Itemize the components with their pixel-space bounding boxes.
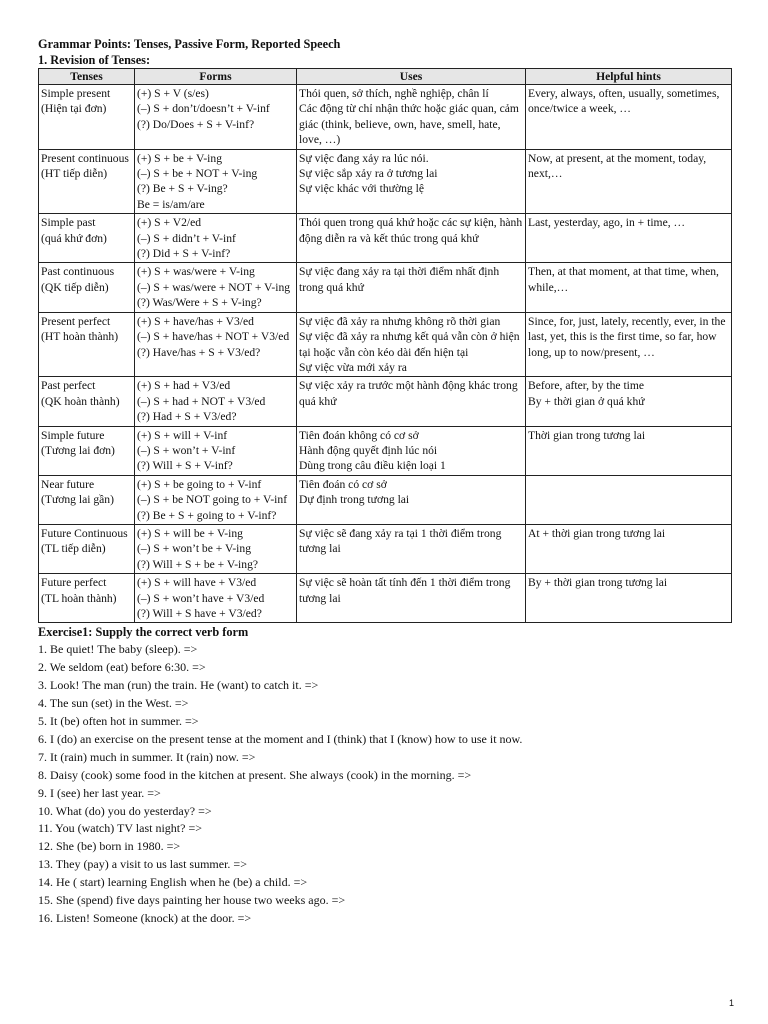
tense-cell-line: (TL hoàn thành)	[41, 591, 117, 605]
uses-cell-line: Dự định trong tương lai	[299, 493, 410, 507]
hints-cell	[526, 85, 732, 150]
tense-cell	[39, 426, 135, 475]
hints-cell	[526, 312, 732, 377]
exercise-item: 11. You (watch) TV last night? =>	[38, 821, 202, 836]
uses-cell-line: Sự việc vừa mới xảy ra	[299, 360, 407, 374]
forms-cell-line: (?) Will + S have + V3/ed?	[137, 607, 262, 620]
uses-cell-line: Sự việc đang xảy ra lúc nói.	[299, 151, 429, 165]
forms-cell-line: (?) Be + S + going to + V-inf?	[137, 508, 277, 522]
hints-cell	[526, 149, 732, 214]
table-row	[39, 263, 732, 312]
uses-cell-line: Thói quen trong quá khứ hoặc các sự kiện, hành động diễn ra và kết thúc trong quá khứ	[299, 216, 523, 245]
tense-cell-line: Present perfect	[41, 314, 111, 328]
uses-cell-line: Thói quen, sở thích, nghề nghiệp, chân lí	[299, 87, 489, 100]
forms-cell-line: (?) Will + S + be + V-ing?	[137, 557, 259, 571]
table-row	[39, 574, 732, 623]
forms-cell-line: (–) S + had + NOT + V3/ed	[137, 394, 266, 408]
uses-cell	[297, 475, 526, 524]
tense-cell	[39, 149, 135, 214]
uses-cell-line: Sự việc đã xảy ra nhưng kết quả vẫn còn ở hiện tại hoặc vẫn còn kéo dài đến hiện tại	[299, 330, 520, 359]
forms-cell-line: (–) S + be NOT going to + V-inf	[137, 493, 288, 507]
forms-cell-line: (–) S + have/has + NOT + V3/ed	[137, 330, 290, 344]
section-title: 1. Revision of Tenses:	[38, 53, 151, 67]
hints-cell-line: Every, always, often, usually, sometimes, once/twice a week, …	[528, 87, 720, 116]
tense-cell-line: (QK hoàn thành)	[41, 394, 120, 408]
tense-cell-line: Future perfect	[41, 576, 107, 590]
forms-cell	[135, 149, 297, 214]
tense-cell-line: (quá khứ đơn)	[41, 231, 107, 245]
forms-cell-line: (?) Be + S + V-ing?	[137, 182, 228, 196]
tense-cell-line: Near future	[41, 477, 95, 491]
forms-cell-line: (+) S + V (s/es)	[137, 87, 209, 100]
table-row	[39, 312, 732, 377]
table-row	[39, 475, 732, 524]
tense-cell	[39, 574, 135, 623]
hints-cell-line: Thời gian trong tương lai	[528, 428, 646, 442]
hints-cell-line: Since, for, just, lately, recently, ever, in the last, yet, this is the first time, so far, how long, up to now/present, …	[528, 314, 726, 359]
forms-cell-line: (+) S + be going to + V-inf	[137, 477, 262, 491]
forms-cell-line: (+) S + was/were + V-ing	[137, 265, 255, 279]
forms-cell-line: (+) S + be + V-ing	[137, 151, 222, 165]
forms-cell-line: (?) Will + S + V-inf?	[137, 459, 233, 473]
hints-cell	[526, 377, 732, 426]
forms-cell-line: (–) S + won’t + V-inf	[137, 443, 236, 457]
uses-cell	[297, 377, 526, 426]
forms-cell	[135, 377, 297, 426]
exercise-item: 10. What (do) you do yesterday? =>	[38, 803, 212, 818]
header-hints: Helpful hints	[526, 69, 732, 85]
uses-cell-line: Sự việc đang xảy ra tại thời điểm nhất định trong quá khứ	[299, 265, 500, 294]
table-row	[39, 524, 732, 573]
tense-cell-line: (TL tiếp diễn)	[41, 542, 106, 556]
tense-cell-line: Future Continuous	[41, 526, 128, 540]
forms-cell	[135, 426, 297, 475]
tense-cell-line: (QK tiếp diễn)	[41, 280, 109, 294]
uses-cell-line: Sự việc xảy ra trước một hành động khác trong quá khứ	[299, 379, 518, 408]
hints-cell-line: At + thời gian trong tương lai	[528, 526, 666, 540]
tense-cell-line: (HT hoàn thành)	[41, 330, 119, 344]
exercise-item: 12. She (be) born in 1980. =>	[38, 839, 181, 854]
tense-cell-line: (Hiện tại đơn)	[41, 102, 107, 116]
header-tenses: Tenses	[39, 69, 135, 85]
tense-cell-line: (Tương lai gần)	[41, 493, 114, 507]
uses-cell-line: Tiên đoán không có cơ sở	[299, 428, 419, 442]
table-row	[39, 149, 732, 214]
forms-cell	[135, 214, 297, 263]
table-row	[39, 214, 732, 263]
exercise-item: 5. It (be) often hot in summer. =>	[38, 714, 199, 729]
tense-cell-line: Simple future	[41, 428, 105, 442]
header-uses: Uses	[297, 69, 526, 85]
header-forms: Forms	[135, 69, 297, 85]
forms-cell-line: (+) S + have/has + V3/ed	[137, 314, 254, 328]
hints-cell-line: By + thời gian ở quá khứ	[528, 394, 645, 408]
hints-cell	[526, 574, 732, 623]
forms-cell-line: (?) Had + S + V3/ed?	[137, 410, 237, 424]
uses-cell	[297, 524, 526, 573]
tense-cell-line: Simple past	[41, 216, 96, 230]
forms-cell-line: (?) Was/Were + S + V-ing?	[137, 296, 262, 310]
uses-cell	[297, 574, 526, 623]
tense-cell-line: Simple present	[41, 87, 111, 100]
tense-cell-line: (Tương lai đơn)	[41, 443, 115, 457]
uses-cell	[297, 214, 526, 263]
uses-cell	[297, 85, 526, 150]
forms-cell-line: Be = is/am/are	[137, 197, 205, 211]
table-header-row	[39, 69, 732, 85]
forms-cell-line: (+) S + will have + V3/ed	[137, 576, 257, 590]
uses-cell	[297, 426, 526, 475]
exercise-item: 9. I (see) her last year. =>	[38, 785, 161, 800]
exercise-item: 6. I (do) an exercise on the present tense at the moment and I (think) that I (know) how to use it now.	[38, 731, 523, 746]
forms-cell	[135, 574, 297, 623]
page-number: 1	[728, 998, 734, 1008]
forms-cell-line: (–) S + be + NOT + V-ing	[137, 167, 258, 181]
uses-cell-line: Sự việc sắp xảy ra ở tương lai	[299, 167, 438, 181]
exercise-item: 8. Daisy (cook) some food in the kitchen at present. She always (cook) in the morning. =>	[38, 767, 472, 782]
forms-cell-line: (–) S + was/were + NOT + V-ing	[137, 280, 291, 294]
uses-cell-line: Sự việc khác với thường lệ	[299, 182, 424, 196]
hints-cell	[526, 426, 732, 475]
uses-cell-line: Dùng trong câu điều kiện loại 1	[299, 459, 446, 473]
tenses-table-body	[39, 85, 732, 623]
hints-cell	[526, 214, 732, 263]
exercise-title: Exercise1: Supply the correct verb form	[38, 625, 249, 640]
tense-cell-line: Past continuous	[41, 265, 115, 279]
forms-cell	[135, 475, 297, 524]
forms-cell-line: (+) S + will + V-inf	[137, 428, 228, 442]
table-row	[39, 426, 732, 475]
exercise-item: 1. Be quiet! The baby (sleep). =>	[38, 642, 198, 657]
forms-cell-line: (–) S + don’t/doesn’t + V-inf	[137, 102, 270, 116]
forms-cell-line: (?) Have/has + S + V3/ed?	[137, 345, 261, 359]
forms-cell-line: (+) S + had + V3/ed	[137, 379, 231, 393]
forms-cell-line: (+) S + will be + V-ing	[137, 526, 243, 540]
table-row	[39, 377, 732, 426]
tense-cell	[39, 263, 135, 312]
exercise-item: 13. They (pay) a visit to us last summer. =>	[38, 857, 247, 872]
uses-cell-line: Sự việc sẽ đang xảy ra tại 1 thời điểm trong tương lai	[299, 526, 502, 556]
uses-cell	[297, 263, 526, 312]
forms-cell	[135, 524, 297, 573]
forms-cell-line: (?) Do/Does + S + V-inf?	[137, 117, 255, 131]
table-row	[39, 85, 732, 150]
forms-cell-line: (+) S + V2/ed	[137, 216, 202, 230]
uses-cell-line: Các động từ chỉ nhận thức hoặc giác quan, cảm giác (think, believe, own, have, smell, hate, love, …)	[299, 102, 519, 147]
hints-cell-line: By + thời gian trong tương lai	[528, 576, 668, 590]
hints-cell-line: Last, yesterday, ago, in + time, …	[528, 216, 686, 230]
tense-cell	[39, 475, 135, 524]
exercise-item: 4. The sun (set) in the West. =>	[38, 696, 189, 711]
exercise-item: 15. She (spend) five days painting her house two weeks ago. =>	[38, 893, 346, 908]
hints-cell-line: Now, at present, at the moment, today, next,…	[528, 151, 707, 181]
uses-cell-line: Sự việc sẽ hoàn tất tính đến 1 thời điểm trong tương lai	[299, 576, 511, 605]
uses-cell	[297, 312, 526, 377]
forms-cell-line: (–) S + won’t have + V3/ed	[137, 591, 265, 605]
tense-cell-line: Past perfect	[41, 379, 96, 393]
exercise-item: 16. Listen! Someone (knock) at the door. =>	[38, 911, 252, 925]
hints-cell	[526, 524, 732, 573]
uses-cell-line: Tiên đoán có cơ sở	[299, 477, 387, 491]
exercise-item: 2. We seldom (eat) before 6:30. =>	[38, 660, 206, 675]
hints-cell-line: Then, at that moment, at that time, when, while,…	[528, 265, 719, 294]
forms-cell	[135, 263, 297, 312]
exercise-item: 3. Look! The man (run) the train. He (want) to catch it. =>	[38, 678, 319, 693]
forms-cell-line: (–) S + won’t be + V-ing	[137, 542, 251, 556]
document-page	[38, 36, 731, 928]
forms-cell	[135, 312, 297, 377]
uses-cell-line: Sự việc đã xảy ra nhưng không rõ thời gian	[299, 314, 501, 328]
exercise-item: 7. It (rain) much in summer. It (rain) now. =>	[38, 749, 256, 764]
tense-cell	[39, 524, 135, 573]
hints-cell	[526, 263, 732, 312]
tenses-table	[38, 68, 732, 623]
hints-cell	[526, 475, 732, 524]
tense-cell	[39, 214, 135, 263]
tense-cell	[39, 377, 135, 426]
forms-cell	[135, 85, 297, 150]
document-title: Grammar Points: Tenses, Passive Form, Reported Speech	[38, 37, 341, 51]
uses-cell-line: Hành động quyết định lúc nói	[299, 443, 438, 457]
uses-cell	[297, 149, 526, 214]
forms-cell-line: (?) Did + S + V-inf?	[137, 247, 231, 261]
tense-cell	[39, 312, 135, 377]
forms-cell-line: (–) S + didn’t + V-inf	[137, 231, 236, 245]
tense-cell	[39, 85, 135, 150]
exercise-item: 14. He ( start) learning English when he (be) a child. =>	[38, 875, 308, 890]
tense-cell-line: Present continuous (HT tiếp diễn)	[41, 151, 129, 181]
exercise-list	[38, 641, 731, 928]
hints-cell-line: Before, after, by the time	[528, 379, 645, 393]
